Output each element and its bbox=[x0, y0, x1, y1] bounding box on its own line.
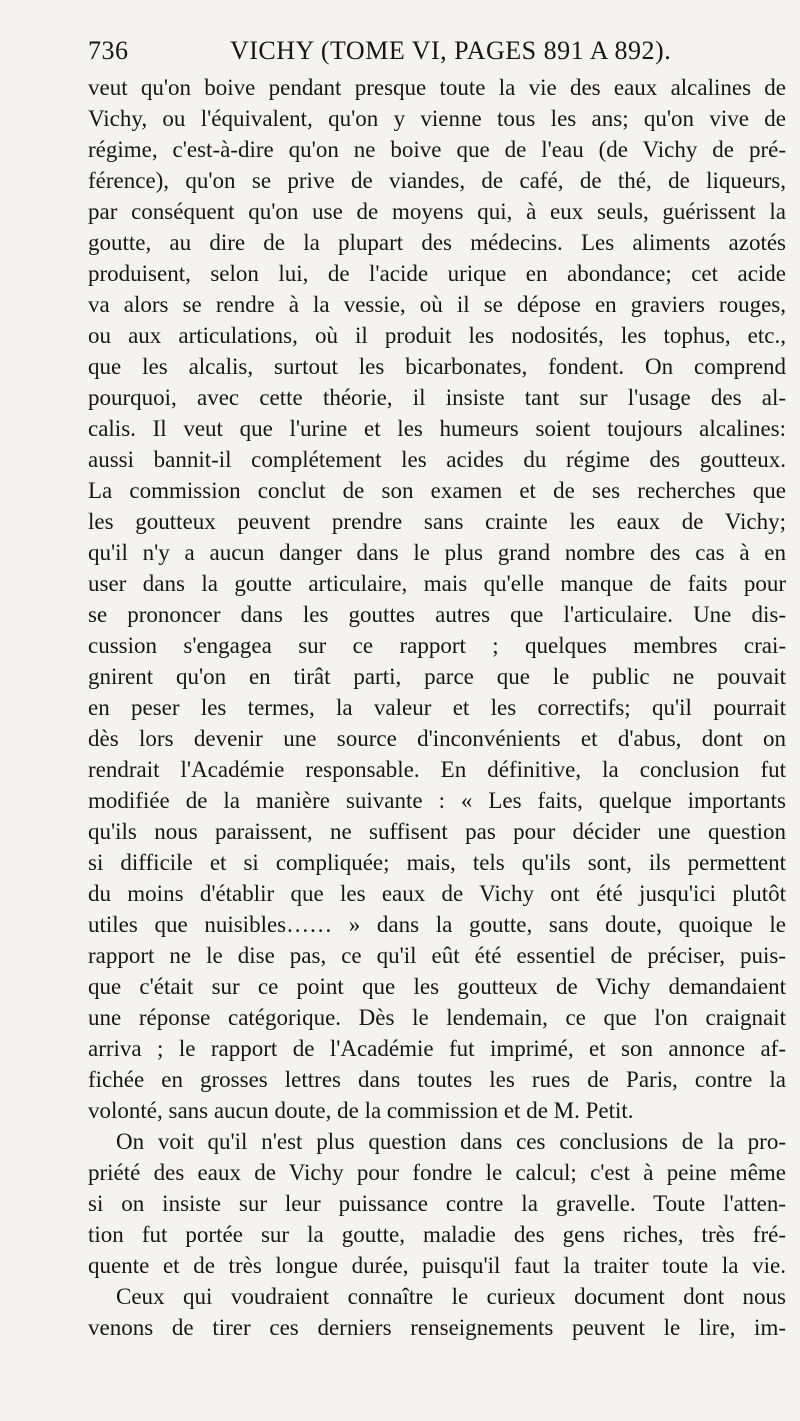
text-line: fichée en grosses lettres dans toutes les rues de Paris, contre la bbox=[88, 1067, 786, 1092]
text-line: qu'il n'y a aucun danger dans le plus grand nombre des cas à en bbox=[88, 540, 786, 565]
text-line: dès lors devenir une source d'inconvénients et d'abus, dont on bbox=[88, 726, 786, 751]
text-line: gnirent qu'on en tirât parti, parce que le public ne pouvait bbox=[88, 664, 786, 689]
text-line: par conséquent qu'on use de moyens qui, à eux seuls, guérissent la bbox=[88, 199, 786, 224]
text-line: quente et de très longue durée, puisqu'il faut la traiter toute la vie. bbox=[88, 1253, 786, 1278]
text-line: que les alcalis, surtout les bicarbonates, fondent. On comprend bbox=[88, 354, 786, 379]
text-line: calis. Il veut que l'urine et les humeurs soient toujours alcalines: bbox=[88, 416, 786, 441]
text-line: produisent, selon lui, de l'acide urique en abondance; cet acide bbox=[88, 261, 786, 286]
text-line: veut qu'on boive pendant presque toute la vie des eaux alcalines de bbox=[88, 75, 786, 100]
text-line: rendrait l'Académie responsable. En définitive, la conclusion fut bbox=[88, 757, 786, 782]
text-line: qu'ils nous paraissent, ne suffisent pas pour décider une question bbox=[88, 819, 786, 844]
text-line: tion fut portée sur la goutte, maladie des gens riches, très fré- bbox=[88, 1222, 786, 1247]
text-line: Ceux qui voudraient connaître le curieux document dont nous bbox=[116, 1284, 786, 1309]
text-line: se prononcer dans les gouttes autres que l'articulaire. Une dis- bbox=[88, 602, 786, 627]
text-line: une réponse catégorique. Dès le lendemain, ce que l'on craignait bbox=[88, 1005, 786, 1030]
text-line: La commission conclut de son examen et de ses recherches que bbox=[88, 478, 786, 503]
text-line: si on insiste sur leur puissance contre la gravelle. Toute l'atten- bbox=[88, 1191, 786, 1216]
text-line: utiles que nuisibles…… » dans la goutte, sans doute, quoique le bbox=[88, 912, 786, 937]
body-text bbox=[88, 72, 786, 1343]
text-line: On voit qu'il n'est plus question dans ces conclusions de la pro- bbox=[116, 1129, 786, 1154]
text-line: régime, c'est-à-dire qu'on ne boive que de l'eau (de Vichy de pré- bbox=[88, 137, 786, 162]
text-line: du moins d'établir que les eaux de Vichy ont été jusqu'ici plutôt bbox=[88, 881, 786, 906]
text-line: volonté, sans aucun doute, de la commission et de M. Petit. bbox=[88, 1098, 634, 1123]
text-line: pourquoi, avec cette théorie, il insiste tant sur l'usage des al- bbox=[88, 385, 786, 410]
text-line: aussi bannit-il complétement les acides du régime des goutteux. bbox=[88, 447, 786, 472]
running-title: VICHY (TOME VI, PAGES 891 A 892). bbox=[230, 36, 672, 65]
text-line: en peser les termes, la valeur et les correctifs; qu'il pourrait bbox=[88, 695, 786, 720]
text-line: cussion s'engagea sur ce rapport ; quelques membres crai- bbox=[88, 633, 786, 658]
text-line: venons de tirer ces derniers renseignements peuvent le lire, im- bbox=[88, 1315, 786, 1340]
text-line: Vichy, ou l'équivalent, qu'on y vienne tous les ans; qu'on vive de bbox=[88, 106, 786, 131]
text-line: modifiée de la manière suivante : « Les faits, quelque importants bbox=[88, 788, 786, 813]
text-line: arriva ; le rapport de l'Académie fut imprimé, et son annonce af- bbox=[88, 1036, 786, 1061]
text-line: que c'était sur ce point que les goutteux de Vichy demandaient bbox=[88, 974, 786, 999]
text-line: user dans la goutte articulaire, mais qu'elle manque de faits pour bbox=[88, 571, 786, 596]
text-line: ou aux articulations, où il produit les nodosités, les tophus, etc., bbox=[88, 323, 786, 348]
text-line: priété des eaux de Vichy pour fondre le calcul; c'est à peine même bbox=[88, 1160, 786, 1185]
running-header bbox=[88, 36, 760, 68]
page-number: 736 bbox=[88, 36, 129, 65]
text-line: férence), qu'on se prive de viandes, de café, de thé, de liqueurs, bbox=[88, 168, 786, 193]
text-line: si difficile et si compliquée; mais, tels qu'ils sont, ils permettent bbox=[88, 850, 786, 875]
text-line: les goutteux peuvent prendre sans crainte les eaux de Vichy; bbox=[88, 509, 786, 534]
text-line: goutte, au dire de la plupart des médecins. Les aliments azotés bbox=[88, 230, 786, 255]
text-line: rapport ne le dise pas, ce qu'il eût été essentiel de préciser, puis- bbox=[88, 943, 786, 968]
text-line: va alors se rendre à la vessie, où il se dépose en graviers rouges, bbox=[88, 292, 786, 317]
